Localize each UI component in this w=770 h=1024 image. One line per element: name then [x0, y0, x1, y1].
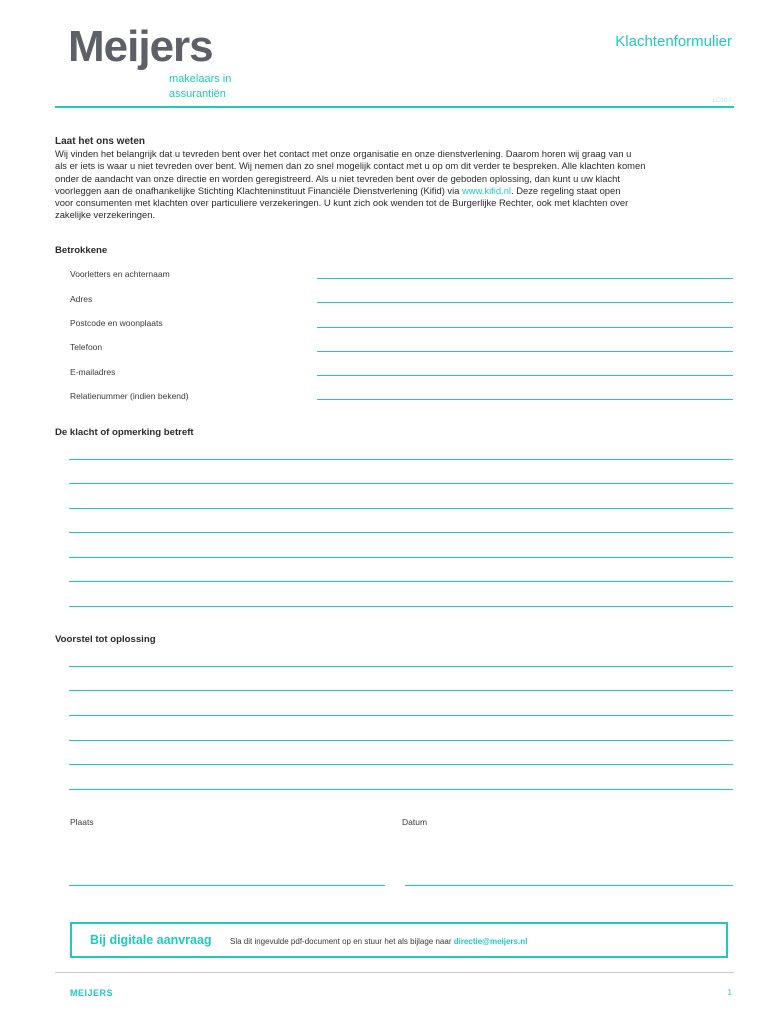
- field-label-phone: Telefoon: [70, 342, 103, 352]
- phone-input-line[interactable]: [317, 351, 733, 352]
- banner-title: Bij digitale aanvraag: [90, 933, 212, 947]
- field-label-postcode: Postcode en woonplaats: [70, 318, 163, 328]
- complaint-line[interactable]: [69, 483, 733, 484]
- intro-line-5: voor consumenten met klachten over particuliere verzekeringen. U kunt zich ook wenden tot de Burgerlijke Rechter, ook met klachten over: [55, 197, 629, 209]
- intro-paragraph: [55, 148, 735, 222]
- banner-instruction: [230, 937, 527, 946]
- footer-brand: MEIJERS: [70, 988, 114, 998]
- intro-line-4-start: voorleggen aan de onafhankelijke Stichting Klachteninstituut Financiële Dienstverlening (Kifid) via: [55, 184, 463, 196]
- complaint-line[interactable]: [69, 459, 733, 460]
- name-input-line[interactable]: [317, 278, 733, 279]
- page-number: 1: [727, 988, 732, 997]
- field-label-email: E-mailadres: [70, 367, 116, 377]
- intro-line-6: zakelijke verzekeringen.: [55, 209, 156, 221]
- intro-line-3: onder de aandacht van onze directie en worden geregistreerd. Als u niet tevreden bent over de geboden oplossing, dan kunt u uw klacht: [55, 172, 620, 184]
- solution-line[interactable]: [69, 764, 733, 765]
- complaint-line[interactable]: [69, 581, 733, 582]
- email-link[interactable]: directie@meijers.nl: [453, 937, 528, 946]
- complaint-line[interactable]: [69, 532, 733, 533]
- intro-heading: Laat het ons weten: [55, 136, 146, 147]
- complaint-line[interactable]: [69, 557, 733, 558]
- complaint-line[interactable]: [69, 508, 733, 509]
- company-logo: Meijers: [68, 22, 213, 71]
- betrokkene-heading: Betrokkene: [55, 245, 108, 256]
- postcode-input-line[interactable]: [317, 327, 733, 328]
- email-input-line[interactable]: [317, 375, 733, 376]
- solution-line[interactable]: [69, 715, 733, 716]
- solution-line[interactable]: [69, 666, 733, 667]
- solution-line[interactable]: [69, 690, 733, 691]
- date-input-line[interactable]: [405, 885, 733, 886]
- complaint-heading: De klacht of opmerking betreft: [55, 427, 194, 438]
- relation-number-input-line[interactable]: [317, 399, 733, 400]
- intro-line-4: [55, 185, 735, 197]
- intro-line-2: als er iets is waar u niet tevreden over bent. Wij nemen dan zo snel mogelijk contact met u op om dit verder te bespreken. Alle klachten komen: [55, 160, 646, 172]
- footer-divider: [55, 972, 734, 973]
- header-divider: [55, 106, 734, 108]
- form-title: Klachtenformulier: [615, 33, 732, 50]
- solution-heading: Voorstel tot oplossing: [55, 634, 156, 645]
- kifid-link[interactable]: www.kifid.nl: [462, 184, 511, 196]
- digital-submission-banner: [70, 922, 728, 958]
- field-label-name: Voorletters en achternaam: [70, 269, 170, 279]
- address-input-line[interactable]: [317, 302, 733, 303]
- field-label-relation-number: Relatienummer (indien bekend): [70, 391, 189, 401]
- intro-line-4-end: . Deze regeling staat open: [511, 184, 621, 196]
- place-label: Plaats: [70, 817, 94, 827]
- solution-line[interactable]: [69, 740, 733, 741]
- solution-line[interactable]: [69, 789, 733, 790]
- date-label: Datum: [402, 817, 428, 827]
- field-label-address: Adres: [70, 294, 93, 304]
- banner-text: Sla dit ingevulde pdf-document op en stuur het als bijlage naar: [230, 937, 454, 946]
- complaint-line[interactable]: [69, 606, 733, 607]
- logo-tagline-line-1: makelaars in: [169, 73, 232, 85]
- form-version: LC08.2: [712, 98, 732, 104]
- logo-tagline-line-2: assurantiën: [169, 88, 226, 100]
- place-input-line[interactable]: [69, 885, 385, 886]
- intro-line-1: Wij vinden het belangrijk dat u tevreden bent over het contact met onze organisatie en onze dienstverlening. Daarom horen wij graag van u: [55, 148, 632, 159]
